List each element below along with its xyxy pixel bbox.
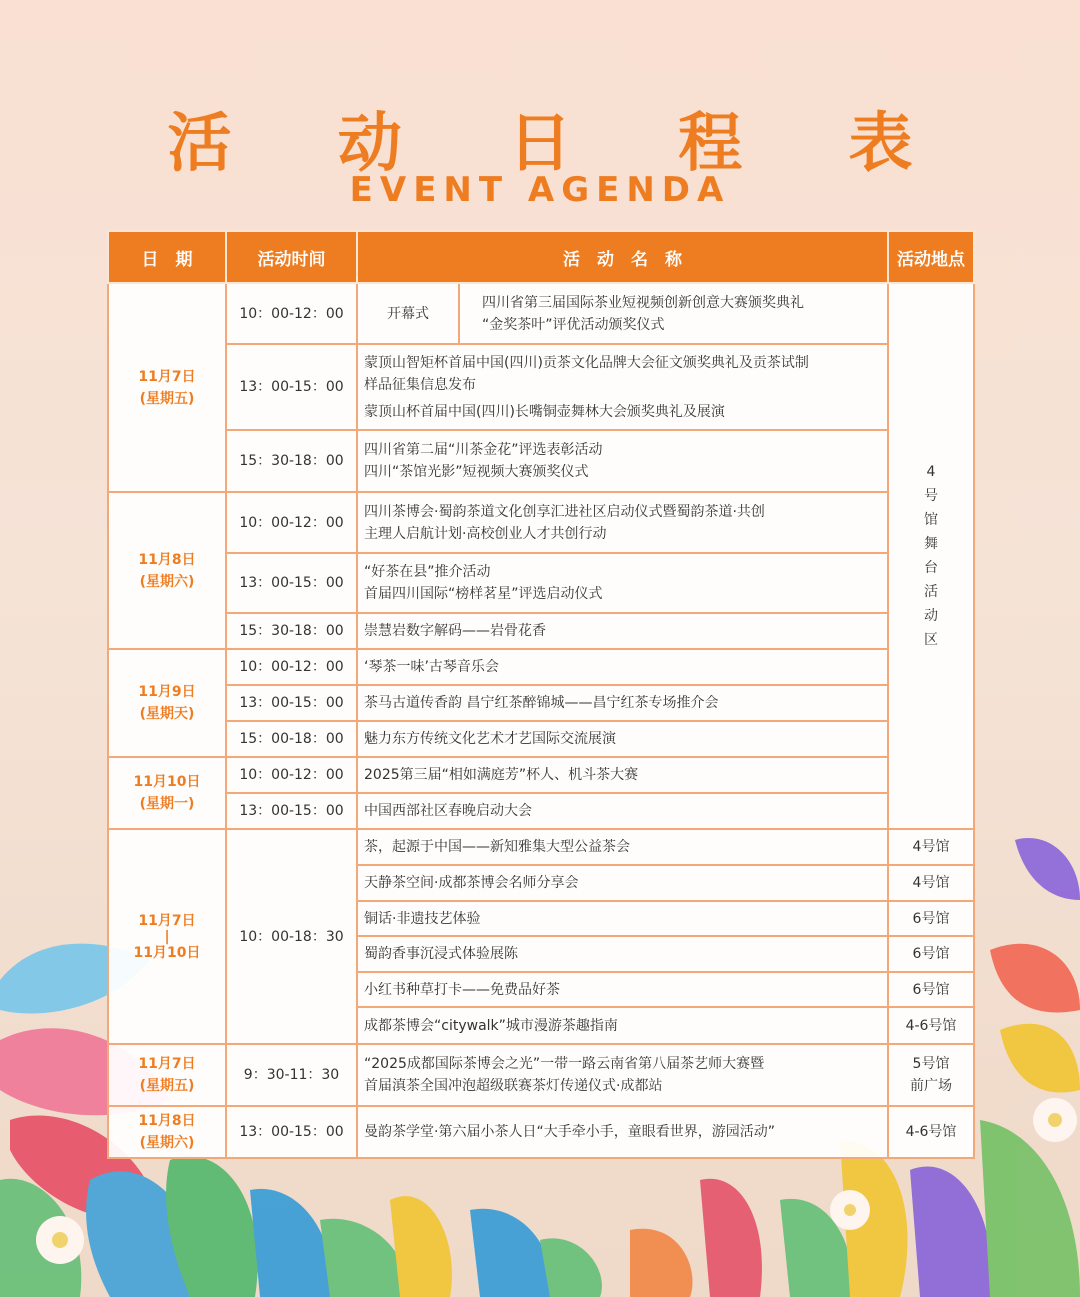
venue-cell: 6号馆 [888,972,974,1007]
table-row [108,685,974,721]
venue-cell: 6号馆 [888,901,974,936]
sub-category-cell: 开幕式 [357,283,459,344]
venue-line: 5号馆 [912,1056,950,1072]
activity-cell: 茶，起源于中国——新知雅集大型公益茶会 [357,829,888,865]
weekday-text: (星期一) [139,796,195,812]
table-row [108,829,974,865]
table-row [108,492,974,553]
date-text: 11月8日 [138,551,196,568]
activity-cell [357,553,888,613]
date-text: 11月8日 [138,1113,196,1129]
activity-line: 四川茶博会·蜀韵茶道文化创享汇进社区启动仪式暨蜀韵茶道·共创 [364,503,765,520]
weekday-text: (星期六) [139,1135,195,1151]
activity-line: 四川省第三届国际茶业短视频创新创意大赛颁奖典礼 [482,294,804,311]
activity-line: 主理人启航计划·高校创业人才共创行动 [364,525,607,542]
date-separator: | [164,928,170,945]
date-text: 11月10日 [133,944,201,961]
table-row [108,1106,974,1158]
date-cell [108,649,226,757]
table-row [108,344,974,430]
venue-cell [888,1044,974,1106]
venue-cell: 4号馆 [888,829,974,865]
venue-cell: 4-6号馆 [888,1007,974,1044]
table-row [108,1044,974,1106]
time-cell: 13：00-15：00 [226,1106,357,1158]
time-cell: 13：00-15：00 [226,344,357,430]
date-cell [108,757,226,829]
time-cell: 15：30-18：00 [226,613,357,649]
time-cell: 15：00-18：00 [226,721,357,757]
table-row [108,553,974,613]
activity-cell: 铜话·非遗技艺体验 [357,901,888,936]
activity-line: 首届四川国际“榜样茗星”评选启动仪式 [364,586,603,602]
weekday-text: (星期六) [139,573,195,590]
activity-cell: 茶马古道传香韵 昌宁红茶醉锦城——昌宁红茶专场推介会 [357,685,888,721]
agenda-table [107,230,975,1159]
page-title: 活 动 日 程 表 [167,107,955,181]
activity-cell: 蜀韵香事沉浸式体验展陈 [357,936,888,972]
activity-cell: 魅力东方传统文化艺术才艺国际交流展演 [357,721,888,757]
time-cell: 9：30-11：30 [226,1044,357,1106]
date-text: 11月9日 [138,684,196,700]
venue-line: 前广场 [910,1078,952,1094]
weekday-text: (星期五) [139,390,195,407]
activity-line: “金奖茶叶”评优活动颁奖仪式 [482,316,665,333]
table-row [108,430,974,492]
date-cell [108,283,226,492]
time-cell: 10：00-12：00 [226,757,357,793]
time-cell: 13：00-15：00 [226,793,357,829]
activity-line: “好茶在县”推介活动 [364,564,491,580]
table-row [108,793,974,829]
main-venue-cell [888,283,974,829]
header-venue: 活动地点 [888,231,974,283]
activity-cell: 中国西部社区春晚启动大会 [357,793,888,829]
activity-cell: 小红书种草打卡——免费品好茶 [357,972,888,1007]
time-cell: 10：00-12：00 [226,492,357,553]
header-date: 日 期 [108,231,226,283]
date-cell [108,492,226,649]
time-cell: 10：00-18：30 [226,829,357,1044]
activity-cell [459,283,888,344]
activity-cell: 成都茶博会“citywalk”城市漫游茶趣指南 [357,1007,888,1044]
time-cell: 10：00-12：00 [226,283,357,344]
main-venue-text: 4号馆舞台活动区 [924,464,938,648]
activity-cell: 2025第三届“相如满庭芳”杯人、机斗茶大赛 [357,757,888,793]
date-text: 11月7日 [138,912,196,929]
date-text: 11月7日 [138,368,196,385]
activity-cell [357,1044,888,1106]
activity-line: 样品征集信息发布 [364,376,476,393]
activity-line: 四川“茶馆光影”短视频大赛颁奖仪式 [364,464,589,480]
date-text: 11月10日 [133,774,201,790]
venue-cell: 4-6号馆 [888,1106,974,1158]
activity-line: 蒙顶山杯首届中国(四川)长嘴铜壶舞林大会颁奖典礼及展演 [364,403,725,420]
activity-line: 首届滇茶全国冲泡超级联赛茶灯传递仪式·成都站 [364,1078,663,1094]
table-row [108,649,974,685]
table-row [108,283,974,344]
weekday-text: (星期五) [139,1078,195,1094]
activity-cell: 天静茶空间·成都茶博会名师分享会 [357,865,888,901]
activity-line: 四川省第二届“川茶金花”评选表彰活动 [364,442,603,458]
header-name: 活 动 名 称 [357,231,888,283]
weekday-text: (星期天) [139,706,195,722]
page-subtitle: EVENT AGENDA [349,170,731,210]
activity-cell: 曼韵茶学堂·第六届小茶人日“大手牵小手，童眼看世界，游园活动” [357,1106,888,1158]
date-cell [108,829,226,1044]
header-time: 活动时间 [226,231,357,283]
activity-line: 蒙顶山智矩杯首届中国(四川)贡茶文化品牌大会征文颁奖典礼及贡茶试制 [364,354,809,371]
time-cell: 13：00-15：00 [226,553,357,613]
time-cell: 10：00-12：00 [226,649,357,685]
time-cell: 15：30-18：00 [226,430,357,492]
table-row [108,721,974,757]
table-header-row [108,231,974,283]
date-cell [108,1044,226,1106]
activity-cell [357,344,888,430]
table-row [108,757,974,793]
venue-cell: 4号馆 [888,865,974,901]
date-cell [108,1106,226,1158]
time-cell: 13：00-15：00 [226,685,357,721]
date-text: 11月7日 [138,1056,196,1072]
venue-cell: 6号馆 [888,936,974,972]
activity-cell [357,430,888,492]
activity-line: “2025成都国际茶博会之光”一带一路云南省第八届茶艺师大赛暨 [364,1056,765,1072]
activity-cell: 崇慧岩数字解码——岩骨花香 [357,613,888,649]
table-row [108,613,974,649]
activity-cell: ‘琴茶一味’古琴音乐会 [357,649,888,685]
activity-cell [357,492,888,553]
